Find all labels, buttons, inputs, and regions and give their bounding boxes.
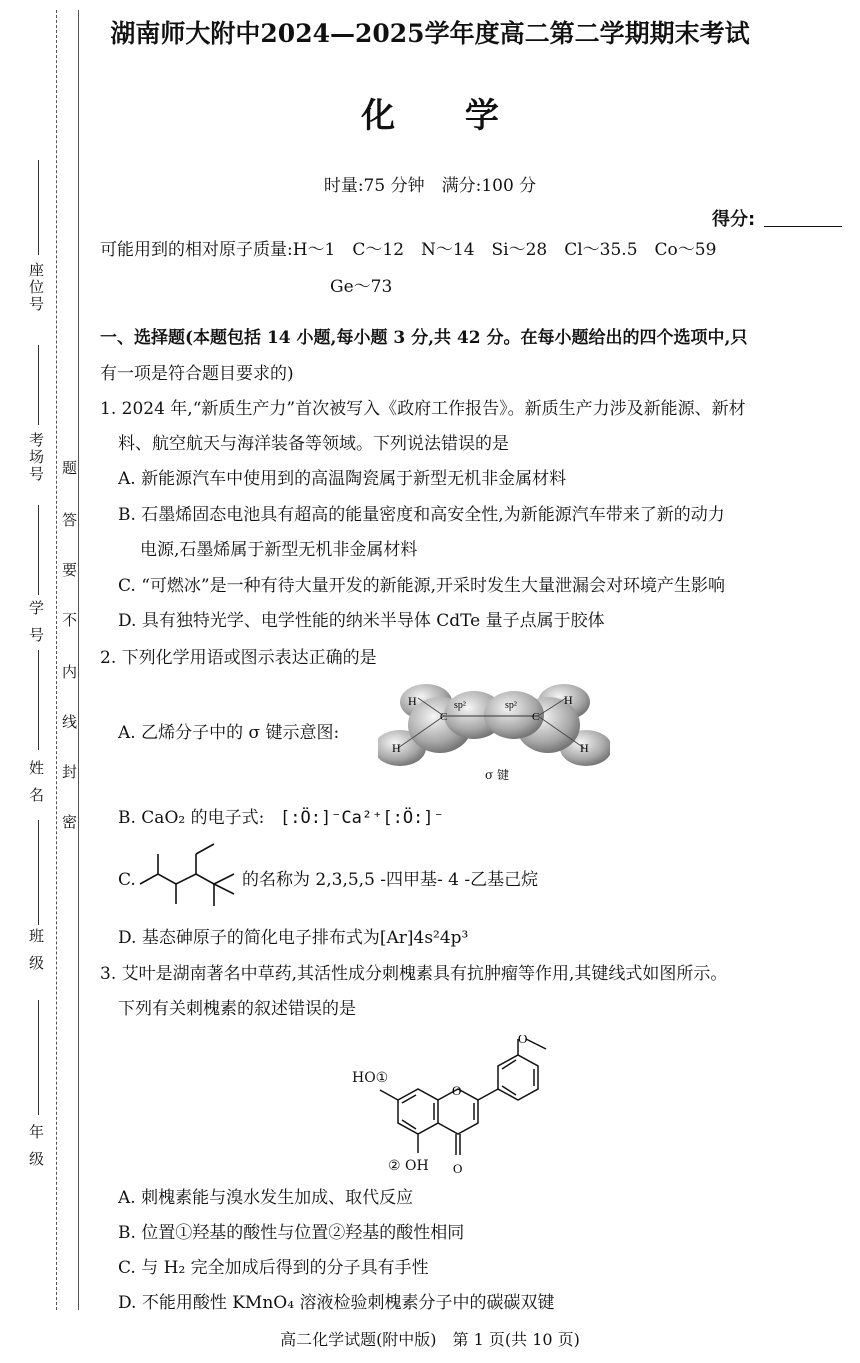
q2-option-d: D. 基态砷原子的简化电子排布式为[Ar]4s²4p³ bbox=[118, 928, 469, 948]
svg-text:O: O bbox=[453, 1161, 463, 1176]
q2-option-b-prefix: B. CaO₂ 的电子式: bbox=[118, 808, 265, 828]
atomic-mass-line1: 可能用到的相对原子质量:H～1 C～12 N～14 Si～28 Cl～35.5 Co～59 bbox=[100, 240, 717, 260]
atomic-mass-line2: Ge～73 bbox=[330, 277, 393, 297]
section-heading-line2: 有一项是符合题目要求的) bbox=[100, 364, 294, 384]
svg-text:C: C bbox=[440, 711, 448, 723]
q1-option-c: C. “可燃冰”是一种有待大量开发的新能源,开采时发生大量泄漏会对环境产生影响 bbox=[118, 576, 725, 596]
q1-option-d: D. 具有独特光学、电学性能的纳米半导体 CdTe 量子点属于胶体 bbox=[118, 611, 605, 631]
q3-stem-line2: 下列有关刺槐素的叙述错误的是 bbox=[118, 999, 356, 1019]
binding-dashed-line-outer bbox=[56, 10, 57, 1310]
seal-char-5: 内 bbox=[60, 664, 78, 681]
alkane-skeletal-structure bbox=[138, 842, 238, 912]
score-label: 得分: bbox=[712, 209, 756, 230]
room-fill-line bbox=[38, 345, 39, 425]
svg-text:H: H bbox=[392, 741, 401, 755]
binding-line-inner bbox=[78, 10, 79, 1310]
margin-label-grade: 年级 bbox=[27, 1124, 45, 1178]
sigma-bond-caption: σ 键 bbox=[485, 768, 510, 782]
seal-char-4: 不 bbox=[60, 612, 78, 629]
seal-char-7: 封 bbox=[60, 764, 78, 781]
margin-label-student-id: 学号 bbox=[27, 600, 45, 654]
margin-label-seat: 座位号 bbox=[27, 262, 45, 313]
name-fill-line bbox=[38, 650, 39, 750]
seal-char-1: 题 bbox=[60, 460, 78, 477]
student-id-fill-line bbox=[38, 505, 39, 595]
margin-label-name: 姓名 bbox=[27, 760, 45, 814]
margin-label-class: 班级 bbox=[27, 928, 45, 982]
q1-stem-line1: 1. 2024 年,“新质生产力”首次被写入《政府工作报告》。新质生产力涉及新能源、新材 bbox=[100, 399, 746, 419]
svg-text:H: H bbox=[564, 693, 573, 707]
q3-stem-line1: 3. 艾叶是湖南著名中草药,其活性成分刺槐素具有抗肿瘤等作用,其键线式如图所示。 bbox=[100, 964, 728, 984]
seal-char-3: 要 bbox=[60, 562, 78, 579]
q2-option-a: A. 乙烯分子中的 σ 键示意图: bbox=[118, 723, 340, 743]
q1-option-b-line2: 电源,石墨烯属于新型无机非金属材料 bbox=[140, 540, 418, 560]
page-footer: 高二化学试题(附中版) 第 1 页(共 10 页) bbox=[280, 1330, 580, 1349]
q3-label-ho-1: HO① bbox=[352, 1070, 389, 1086]
q1-stem-line2: 料、航空航天与海洋装备等领域。下列说法错误的是 bbox=[118, 434, 509, 454]
q2-option-c-suffix: 的名称为 2,3,5,5 -四甲基- 4 -乙基己烷 bbox=[242, 870, 539, 890]
q3-label-oh-2: ② OH bbox=[388, 1158, 429, 1174]
score-blank[interactable] bbox=[764, 226, 842, 227]
class-fill-line bbox=[38, 820, 39, 925]
exam-title: 湖南师大附中2024—2025学年度高二第二学期期末考试 bbox=[110, 19, 750, 48]
svg-text:C: C bbox=[532, 711, 540, 723]
q3-option-c: C. 与 H₂ 完全加成后得到的分子具有手性 bbox=[118, 1258, 429, 1278]
seal-char-6: 线 bbox=[60, 714, 78, 731]
seal-char-8: 密 bbox=[60, 814, 78, 831]
q3-option-d: D. 不能用酸性 KMnO₄ 溶液检验刺槐素分子中的碳碳双键 bbox=[118, 1293, 555, 1313]
svg-text:sp²: sp² bbox=[454, 700, 466, 711]
section-heading-line1: 一、选择题(本题包括 14 小题,每小题 3 分,共 42 分。在每小题给出的四个选项中,只 bbox=[100, 328, 748, 348]
svg-text:O: O bbox=[518, 1035, 528, 1046]
q3-option-a: A. 刺槐素能与溴水发生加成、取代反应 bbox=[118, 1188, 414, 1208]
seal-char-2: 答 bbox=[60, 512, 78, 529]
svg-text:H: H bbox=[408, 694, 417, 708]
q3-option-b: B. 位置①羟基的酸性与位置②羟基的酸性相同 bbox=[118, 1223, 465, 1243]
subject-title: 化 学 bbox=[361, 96, 499, 136]
time-info: 时量:75 分钟 满分:100 分 bbox=[323, 176, 537, 196]
svg-text:H: H bbox=[580, 741, 589, 755]
margin-label-room: 考场号 bbox=[27, 432, 45, 483]
grade-fill-line bbox=[38, 1000, 39, 1115]
q2-option-c-prefix: C. bbox=[118, 870, 136, 890]
q2-stem: 2. 下列化学用语或图示表达正确的是 bbox=[100, 648, 377, 668]
q1-option-a: A. 新能源汽车中使用到的高温陶瓷属于新型无机非金属材料 bbox=[118, 469, 567, 489]
q1-option-b-line1: B. 石墨烯固态电池具有超高的能量密度和高安全性,为新能源汽车带来了新的动力 bbox=[118, 505, 725, 525]
svg-text:sp²: sp² bbox=[505, 700, 517, 711]
q2-option-b-formula: [:Ö:]⁻Ca²⁺[:Ö:]⁻ bbox=[280, 808, 444, 828]
svg-text:O: O bbox=[452, 1083, 462, 1098]
